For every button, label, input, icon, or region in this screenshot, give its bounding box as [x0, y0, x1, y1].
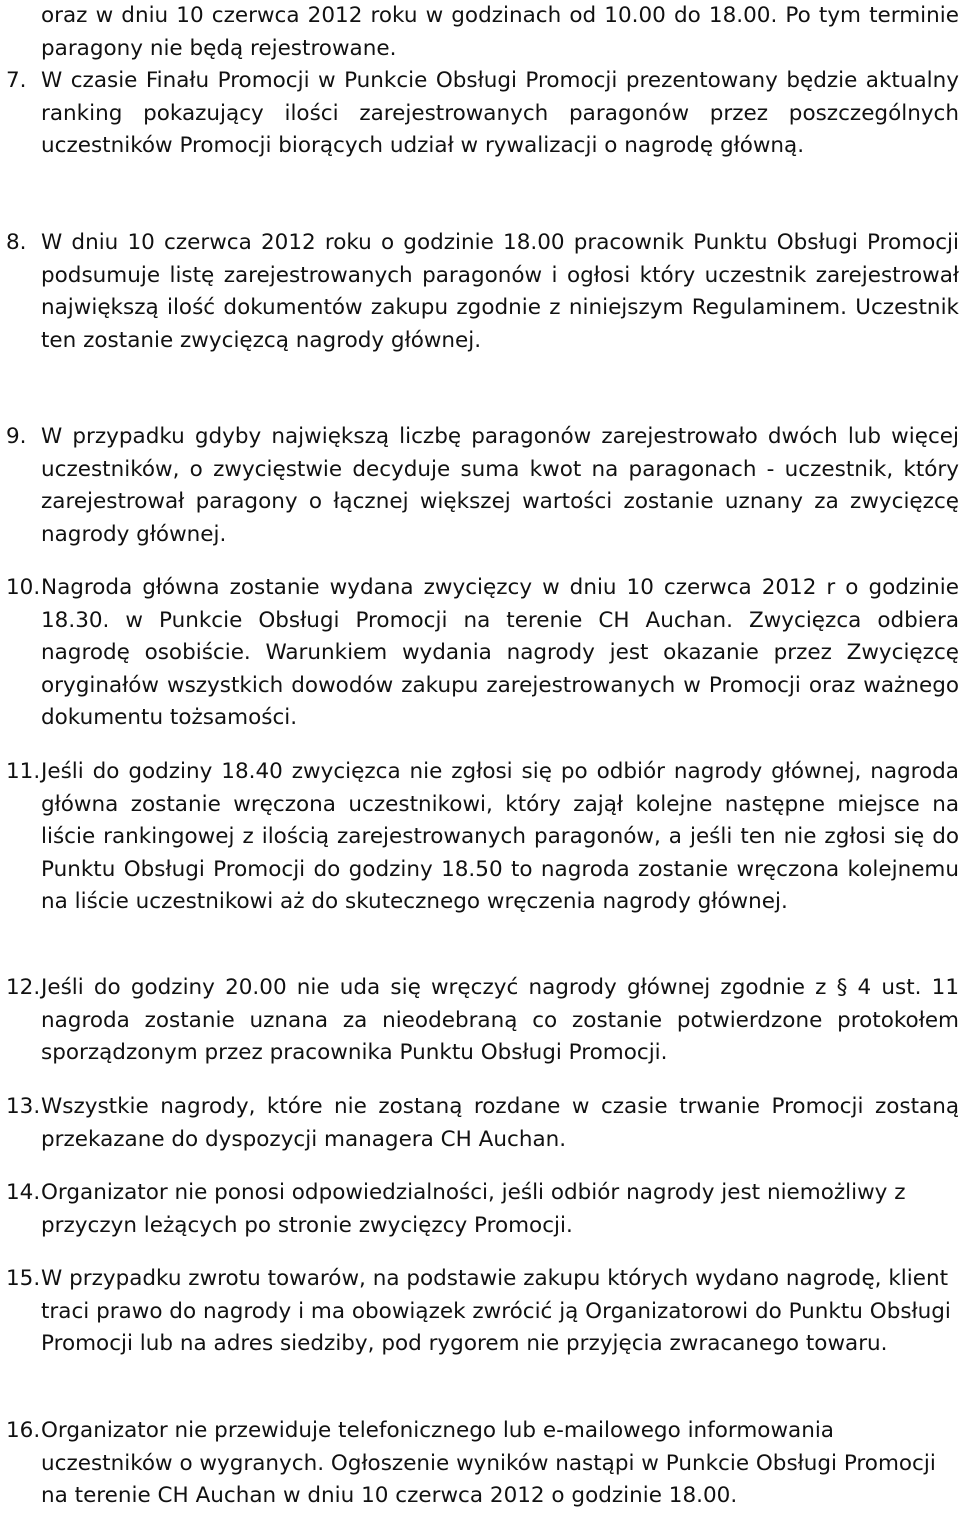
- item-text: W przypadku zwrotu towarów, na podstawie zakupu których wydano nagrodę, klient traci prawo do nagrody i ma obowiązek zwrócić ją Organizatorowi do Punktu Obsługi Promocji lub na adres siedziby, pod rygorem nie przyjęcia zwracanego towaru.: [41, 1266, 951, 1356]
- item-text: Nagroda główna zostanie wydana zwycięzcy w dniu 10 czerwca 2012 r o godzinie 18.30. w Punkcie Obsługi Promocji na terenie CH Auchan. Zwycięzca odbiera nagrodę osobiście. Warunkiem wydania nagrody jest okazanie przez Zwycięzcę oryginałów wszystkich dowodów zakupu zarejestrowanych w Promocji oraz ważnego dokumentu tożsamości.: [41, 575, 959, 730]
- item-number: 7.: [6, 68, 27, 93]
- item-number: 14.: [6, 1180, 41, 1205]
- item-number: 8.: [6, 230, 27, 255]
- item-number: 16.: [6, 1418, 41, 1443]
- item-text: W przypadku gdyby największą liczbę paragonów zarejestrowało dwóch lub więcej uczestników, o zwycięstwie decyduje suma kwot na paragonach - uczestnik, który zarejestrował paragony o łącznej większej wartości zostanie uznany za zwycięzcę nagrody głównej.: [41, 424, 959, 547]
- item-number: 15.: [6, 1266, 41, 1291]
- item-number: 9.: [6, 424, 27, 449]
- item-number: 11.: [6, 759, 41, 784]
- item-text: Jeśli do godziny 18.40 zwycięzca nie zgłosi się po odbiór nagrody głównej, nagroda główna zostanie wręczona uczestnikowi, który zajął kolejne następne miejsce na liście rankingowej z ilością zarejestrowanych paragonów, a jeśli ten nie zgłosi się do Punktu Obsługi Promocji do godziny 18.50 to nagroda zostanie wręczona kolejnemu na liście uczestnikowi aż do skutecznego wręczenia nagrody głównej.: [41, 759, 959, 914]
- item-number: 13.: [6, 1094, 41, 1119]
- item-text: W czasie Finału Promocji w Punkcie Obsługi Promocji prezentowany będzie aktualny ranking pokazujący ilości zarejestrowanych paragonów przez poszczególnych uczestników Promocji biorących udział w rywalizacji o nagrodę główną.: [41, 68, 959, 158]
- item-text: Jeśli do godziny 20.00 nie uda się wręczyć nagrody głównej zgodnie z § 4 ust. 11 nagroda zostanie uznana za nieodebraną co zostanie potwierdzone protokołem sporządzonym przez pracownika Punktu Obsługi Promocji.: [41, 975, 959, 1065]
- item-text: Wszystkie nagrody, które nie zostaną rozdane w czasie trwanie Promocji zostaną przekazane do dyspozycji managera CH Auchan.: [41, 1094, 959, 1152]
- item-number: 12.: [6, 975, 41, 1000]
- item-text: W dniu 10 czerwca 2012 roku o godzinie 18.00 pracownik Punktu Obsługi Promocji podsumuje listę zarejestrowanych paragonów i ogłosi który uczestnik zarejestrował największą ilość dokumentów zakupu zgodnie z niniejszym Regulaminem. Uczestnik ten zostanie zwycięzcą nagrody głównej.: [41, 230, 959, 353]
- intro-paragraph: oraz w dniu 10 czerwca 2012 roku w godzinach od 10.00 do 18.00. Po tym terminie paragony nie będą rejestrowane.: [41, 3, 959, 61]
- item-text: Organizator nie przewiduje telefonicznego lub e-mailowego informowania uczestników o wygranych. Ogłoszenie wyników nastąpi w Punkcie Obsługi Promocji na terenie CH Auchan w dniu 10 czerwca 2012 o godzinie 18.00.: [41, 1418, 936, 1508]
- item-text: Organizator nie ponosi odpowiedzialności, jeśli odbiór nagrody jest niemożliwy z przyczyn leżących po stronie zwycięzcy Promocji.: [41, 1180, 906, 1238]
- item-number: 10.: [6, 575, 41, 600]
